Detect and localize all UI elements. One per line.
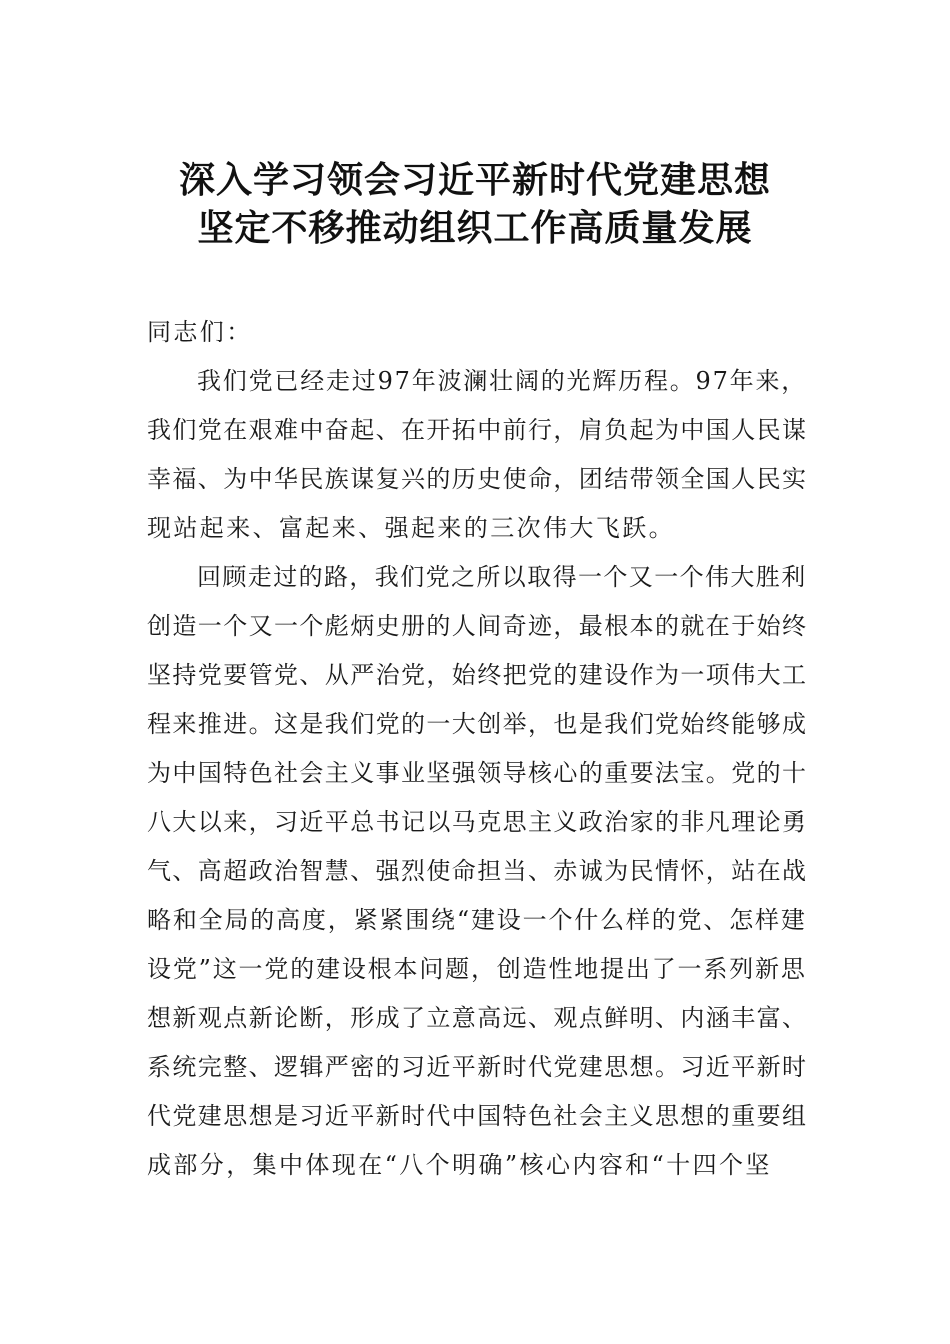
paragraph-1-line-1: 我们党已经走过97年波澜壮阔的光辉历程。97年来， bbox=[197, 367, 808, 395]
salutation: 同志们： bbox=[147, 318, 253, 346]
paragraph-1-line-4: 现站起来、富起来、强起来的三次伟大飞跃。 bbox=[147, 514, 675, 542]
paragraph-2-line-9: 设党”这一党的建设根本问题，创造性地提出了一系列新思 bbox=[147, 955, 807, 983]
document-title-line-2: 坚定不移推动组织工作高质量发展 bbox=[197, 207, 753, 249]
paragraph-2-line-12: 代党建思想是习近平新时代中国特色社会主义思想的重要组 bbox=[147, 1102, 808, 1130]
paragraph-2-line-7: 气、高超政治智慧、强烈使命担当、赤诚为民情怀，站在战 bbox=[147, 857, 808, 885]
paragraph-1-line-2: 我们党在艰难中奋起、在开拓中前行，肩负起为中国人民谋 bbox=[147, 416, 808, 444]
paragraph-2-line-11: 系统完整、逻辑严密的习近平新时代党建思想。习近平新时 bbox=[147, 1053, 808, 1081]
paragraph-2-line-6: 八大以来，习近平总书记以马克思主义政治家的非凡理论勇 bbox=[147, 808, 808, 836]
paragraph-2-line-2: 创造一个又一个彪炳史册的人间奇迹，最根本的就在于始终 bbox=[147, 612, 808, 640]
paragraph-1-line-3: 幸福、为中华民族谋复兴的历史使命，团结带领全国人民实 bbox=[147, 465, 808, 493]
document-title-line-1: 深入学习领会习近平新时代党建思想 bbox=[178, 159, 771, 201]
paragraph-2-line-5: 为中国特色社会主义事业坚强领导核心的重要法宝。党的十 bbox=[147, 759, 808, 787]
paragraph-2-line-10: 想新观点新论断，形成了立意高远、观点鲜明、内涵丰富、 bbox=[147, 1004, 808, 1032]
paragraph-2-line-4: 程来推进。这是我们党的一大创举，也是我们党始终能够成 bbox=[147, 710, 808, 738]
paragraph-2-line-3: 坚持党要管党、从严治党，始终把党的建设作为一项伟大工 bbox=[147, 661, 808, 689]
paragraph-2-line-1: 回顾走过的路，我们党之所以取得一个又一个伟大胜利 bbox=[197, 563, 807, 591]
paragraph-2-line-8: 略和全局的高度，紧紧围绕“建设一个什么样的党、怎样建 bbox=[147, 906, 807, 934]
paragraph-2-line-13: 成部分，集中体现在“八个明确”核心内容和“十四个坚 bbox=[147, 1151, 772, 1179]
